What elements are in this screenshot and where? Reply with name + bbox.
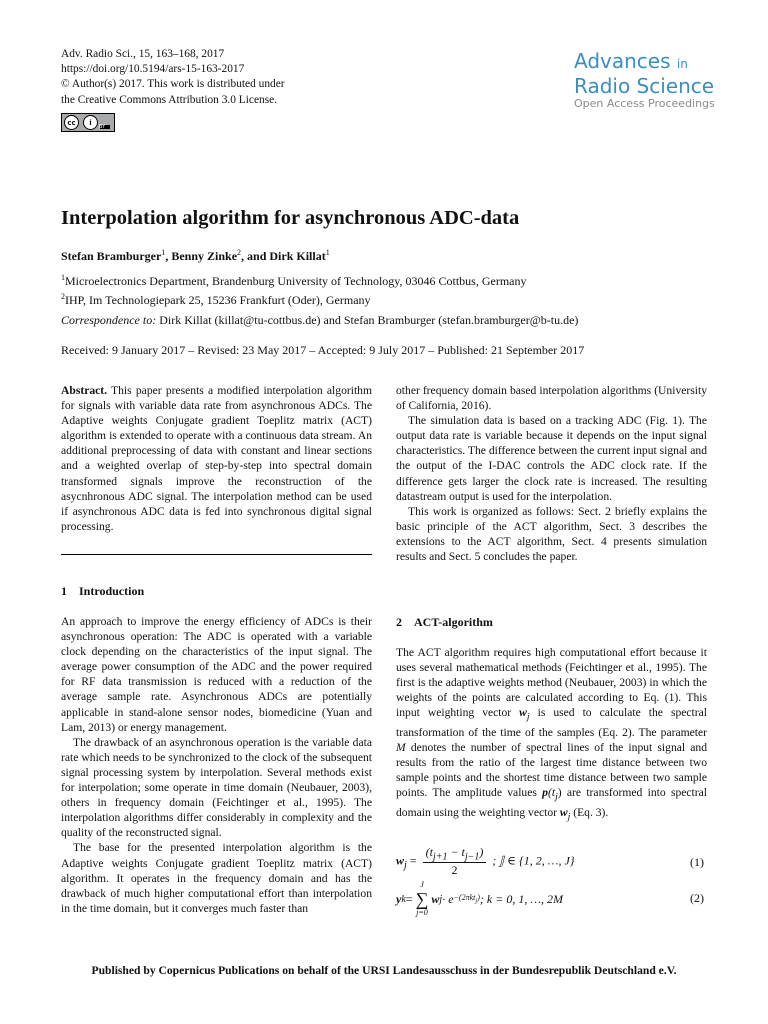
summation: J ∑ j=0 xyxy=(415,880,429,917)
paragraph: The simulation data is based on a tracking ADC (Fig. 1). The output data rate is variable because it depends on the input signal characteristics. The difference between the current input signal and the output of the I-DAC controls the ADC clock rate. If the difference gets larger the clock rate is increased. The resulting datastream output is used for the interpolation. xyxy=(396,414,707,503)
paragraph: The drawback of an asynchronous operation is the variable data rate which needs to be synchronized to the clock of the subsequent signal processing system by interpolation. Several methods exist for interpolation; some operate in time domain (Neubauer, 2003), others in frequency domain (Feichtinger et al., 1995). The interpolation algorithms differ considerably in complexity and the quality of the reconstructed signal. xyxy=(61,735,372,840)
section-1-number: 1 xyxy=(61,584,67,598)
abstract-label: Abstract. xyxy=(61,384,108,397)
journal-name-advances: Advances xyxy=(574,49,671,73)
section-1-heading xyxy=(61,584,144,599)
author-2-affil: 2 xyxy=(237,248,242,257)
paragraph: The base for the presented interpolation algorithm is the Adaptive weights Conjugate gradient Toeplitz matrix (ACT) algorithm. It operates in the frequency domain and has the drawback of much higher computational effort than interpolation in the time domain, but it converges much faster than xyxy=(61,841,372,915)
abstract-divider xyxy=(61,554,372,555)
affiliation-2: $^2$IHP, Im Technologiepark 25, 15236 Frankfurt (Oder), Germany xyxy=(61,292,371,307)
section-2-title: ACT-algorithm xyxy=(414,615,493,629)
authors: Stefan Bramburger$^1$, Benny Zinke$^2$, and Dirk Killat$^1$ xyxy=(61,248,330,263)
correspondence xyxy=(61,313,578,328)
doi-link[interactable]: https://doi.org/10.5194/ars-15-163-2017 xyxy=(61,63,245,76)
journal-tagline: Open Access Proceedings xyxy=(574,97,715,110)
citation-block xyxy=(61,47,285,108)
equation-1: $w_j$ = $\frac{(t_{j+1} - t_{j-1})}{2}$ ; 𝕁 ∈ {1, 2, …, J} xyxy=(396,845,575,878)
section-2-body xyxy=(396,645,707,824)
by-person-icon: i xyxy=(83,115,98,130)
paragraph: other frequency domain based interpolation algorithms (University of California, 2016). xyxy=(396,384,707,413)
section-1-title: Introduction xyxy=(79,584,145,598)
affiliations xyxy=(61,270,527,308)
cc-by-badge[interactable] xyxy=(61,113,115,132)
equation-2: y k = J ∑ j=0 w j · e −(2πkt$_j$) ; k = 0, 1, …, 2M xyxy=(396,880,563,917)
journal-logo xyxy=(574,50,715,111)
paragraph: This work is organized as follows: Sect. 2 briefly explains the basic principle of the ACT algorithm, Sect. 3 describes the extensions to the ACT algorithm, Sect. 4 presents simulation results and Sect. 5 concludes the paper. xyxy=(396,504,707,564)
cc-by-text: BY xyxy=(99,124,106,130)
copyright-line: © Author(s) 2017. This work is distributed under xyxy=(61,78,285,91)
author-3-affil: 1 xyxy=(325,248,330,257)
section-1-body xyxy=(61,614,372,916)
cc-icon: cc xyxy=(64,115,79,130)
equation-1-fraction: $\frac{(t_{j+1} - t_{j-1})}{2}$ xyxy=(423,845,487,878)
equation-2-number: (2) xyxy=(690,891,704,905)
paragraph: An approach to improve the energy efficiency of ADCs is their asynchronous operation: The ADC is operated with a variable clock depending on the characteristics of the input signal. The average power consumption of the ADC and the power required for RF data transmission is reduced with a reduction of the average sample rate. Asynchronous ADCs are potentially applicable in stand-alone sensor nodes, biomedicine (Yuan and Lam, 2013) or energy management. xyxy=(61,615,372,734)
author-2: Benny Zinke xyxy=(171,249,238,263)
publisher-footer: Published by Copernicus Publications on behalf of the URSI Landesausschuss in der Bundesrepublik Deutschland e.V. xyxy=(91,964,677,977)
equation-1-number: (1) xyxy=(690,855,704,869)
author-1-affil: 1 xyxy=(161,248,166,257)
author-3: Dirk Killat xyxy=(269,249,326,263)
paragraph: The ACT algorithm requires high computational effort because it uses several mathematical methods (Feichtinger et al., 1995). The first is the adaptive weights method (Neubauer, 2003) in which the weights of the points are calculated according to Eq. (1). This input weighting vector $w_j$ is used to calculate the spectral transformation of the time of the samples (Eq. 2). The parameter M denotes the number of spectral lines of the input signal and results from the ratio of the largest time distance between two sample points and the shortest time distance between two sample points. The amplitude values $p(t_j)$ are transformed into spectral domain using the weighting vector $w_j$ (Eq. 3). xyxy=(396,646,707,822)
author-1: Stefan Bramburger xyxy=(61,249,162,263)
journal-name-radio-science: Radio Science xyxy=(574,74,715,98)
affiliation-1: $^1$Microelectronics Department, Brandenburg University of Technology, 03046 Cottbus, Germany xyxy=(61,273,527,288)
correspondence-label: Correspondence to: xyxy=(61,313,157,327)
section-2-number: 2 xyxy=(396,615,402,629)
correspondence-text: Dirk Killat (killat@tu-cottbus.de) and Stefan Bramburger (stefan.bramburger@b-tu.de) xyxy=(156,313,579,327)
intro-continued xyxy=(396,383,707,564)
abstract xyxy=(61,383,372,534)
paper-title: Interpolation algorithm for asynchronous ADC-data xyxy=(61,207,520,229)
section-2-heading xyxy=(396,615,493,630)
citation: Adv. Radio Sci., 15, 163–168, 2017 xyxy=(61,48,225,60)
journal-name-in: in xyxy=(676,57,688,71)
abstract-text: This paper presents a modified interpolation algorithm for signals with variable data rate from asynchronous ADCs. The Adaptive weights Conjugate gradient Toeplitz matrix (ACT) algorithm is extended to operate with a continuous data stream. An additional preprocessing of data with constant and linear sections and a weighted overlap of step-by-step into spectral domain transformed signals improve the reconstruction of the asycnhronous ADC signal. The interpolation method can be used if asynchronous ADC data is fed into synchronous digital signal processing. xyxy=(61,384,372,533)
publication-dates: Received: 9 January 2017 – Revised: 23 May 2017 – Accepted: 9 July 2017 – Published: 21 September 2017 xyxy=(61,343,585,357)
license-line: the Creative Commons Attribution 3.0 License. xyxy=(61,93,278,106)
